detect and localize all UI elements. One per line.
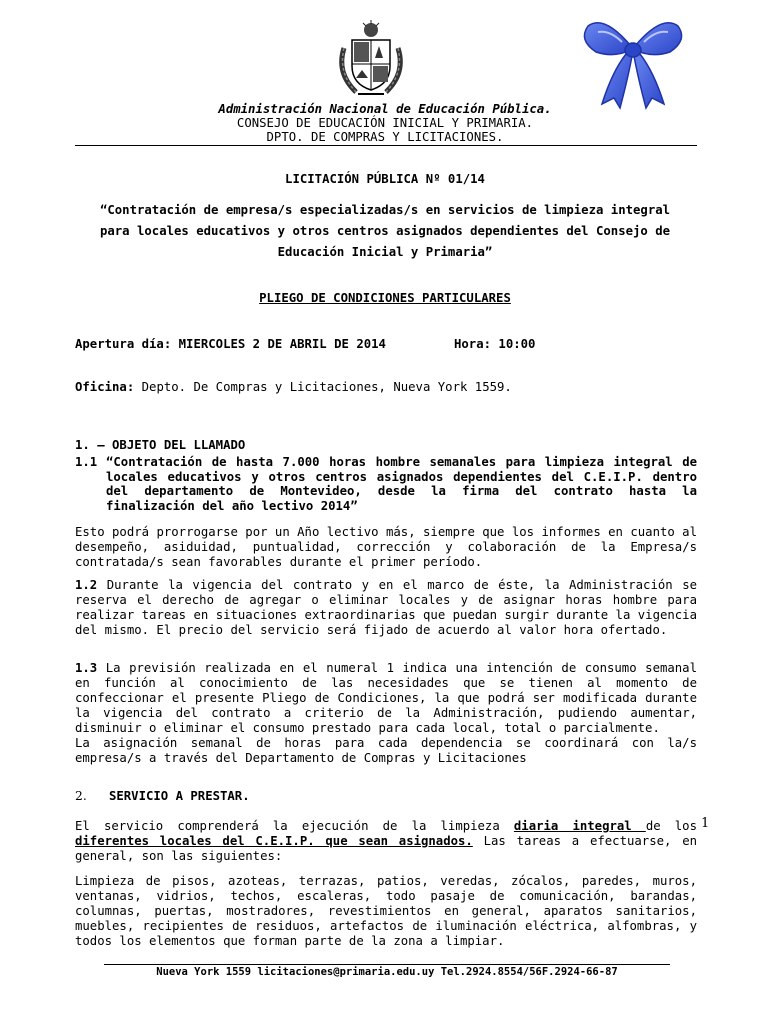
paragraph-text — [75, 661, 697, 736]
paragraph-text: Durante la vigencia del contrato y en el marco de éste, la Administración se reserva el derecho de agregar o eliminar locales y de asignar horas hombre para realizar tareas en situaciones extraordinarias que puedan surgir durante la vigencia del mismo. El precio del servicio será fijado de acuerdo al valor hora ofertado. — [75, 578, 697, 637]
objeto-title-line: “Contratación de empresa/s especializadas/s en servicios de limpieza integral — [99, 203, 671, 217]
item-number: 1.3 — [75, 661, 98, 675]
footer-divider — [104, 964, 670, 965]
text-run: El servicio comprenderá la ejecución de la limpieza — [75, 819, 514, 833]
oficina-line — [75, 380, 512, 394]
pliego-title: PLIEGO DE CONDICIONES PARTICULARES — [259, 291, 511, 305]
oficina-label: Oficina: — [75, 380, 135, 394]
section-2-heading — [75, 789, 250, 803]
blue-ribbon-bow-icon — [574, 12, 692, 110]
paragraph-body: La previsión realizada en el numeral 1 indica una intención de consumo semanal en función al conocimiento de las necesidades que se tienen al momento de confeccionar el presente Pliego de Condiciones, la que podrá ser modificada durante la vigencia del contrato a criterio de la Administración, pudiendo aumentar, disminuir o eliminar el consumo prestado para cada local, total o parcialmente. — [75, 661, 697, 735]
paragraph-text: La asignación semanal de horas para cada dependencia se coordinará con la/s empresa/s a través del Departamento de Compras y Licitaciones — [75, 736, 697, 765]
header-department: DPTO. DE COMPRAS Y LICITACIONES. — [266, 130, 504, 144]
emphasis-text: diaria integral — [513, 819, 646, 833]
paragraph-servicio — [75, 819, 697, 864]
header-divider — [75, 145, 697, 146]
emphasis-text: diferentes locales del C.E.I.P. que sean asignados. — [75, 834, 473, 848]
item-number: 1.2 — [75, 578, 98, 592]
footer-contact: Nueva York 1559 licitaciones@primaria.edu.uy Tel.2924.8554/56F.2924-66-87 — [156, 966, 618, 978]
paragraph-1-3 — [75, 661, 697, 766]
section-title: SERVICIO A PRESTAR. — [108, 789, 250, 803]
oficina-value: Depto. De Compras y Licitaciones, Nueva York 1559. — [134, 380, 512, 394]
text-run: de los — [645, 819, 697, 833]
coat-of-arms-icon — [330, 18, 412, 100]
item-text: “Contratación de hasta 7.000 horas hombre semanales para limpieza integral de locales educativos y otros centros asignados dependientes del C.E.I.P. dentro del departamento de Montevideo, desde la firma del contrato hasta la finalización del año lectivo 2014” — [106, 455, 697, 513]
apertura-time: Hora: 10:00 — [454, 337, 536, 351]
item-number: 1.1 — [75, 455, 98, 469]
paragraph-1-2 — [75, 578, 697, 638]
section-1-1-item — [75, 455, 697, 513]
paragraph-prorroga: Esto podrá prorrogarse por un Año lectivo más, siempre que los informes en cuanto al desempeño, asiduidad, puntualidad, corrección y colaboración de la Empresa/s contratada/s sean favorables durante el primer período. — [75, 525, 697, 569]
objeto-title — [75, 200, 695, 263]
apertura-date: Apertura día: MIERCOLES 2 DE ABRIL DE 2014 — [75, 337, 386, 351]
objeto-title-line: Educación Inicial y Primaria” — [277, 245, 493, 259]
header-institution: Administración Nacional de Educación Pública. — [218, 102, 552, 116]
text-run: Las tareas a efectuarse, en general, son las siguientes: — [75, 834, 697, 863]
paragraph-tareas: Limpieza de pisos, azoteas, terrazas, patios, veredas, zócalos, paredes, muros, ventanas, vidrios, techos, escaleras, todo pasaje de comunicación, barandas, columnas, puertas, mostradores, revestimientos en general, aparatos sanitarios, muebles, recipientes de residuos, artefactos de iluminación eléctrica, alfombras, y todos los elementos que forman parte de la zona a limpiar. — [75, 874, 697, 948]
section-number: 2. — [75, 789, 87, 803]
licitacion-title: LICITACIÓN PÚBLICA Nº 01/14 — [285, 172, 485, 186]
objeto-title-line: para locales educativos y otros centros asignados dependientes del Consejo de — [99, 224, 671, 238]
section-1-heading: 1. – OBJETO DEL LLAMADO — [75, 438, 246, 452]
header-council: CONSEJO DE EDUCACIÓN INICIAL Y PRIMARIA. — [236, 116, 534, 130]
margin-mark: 1 — [701, 816, 710, 831]
